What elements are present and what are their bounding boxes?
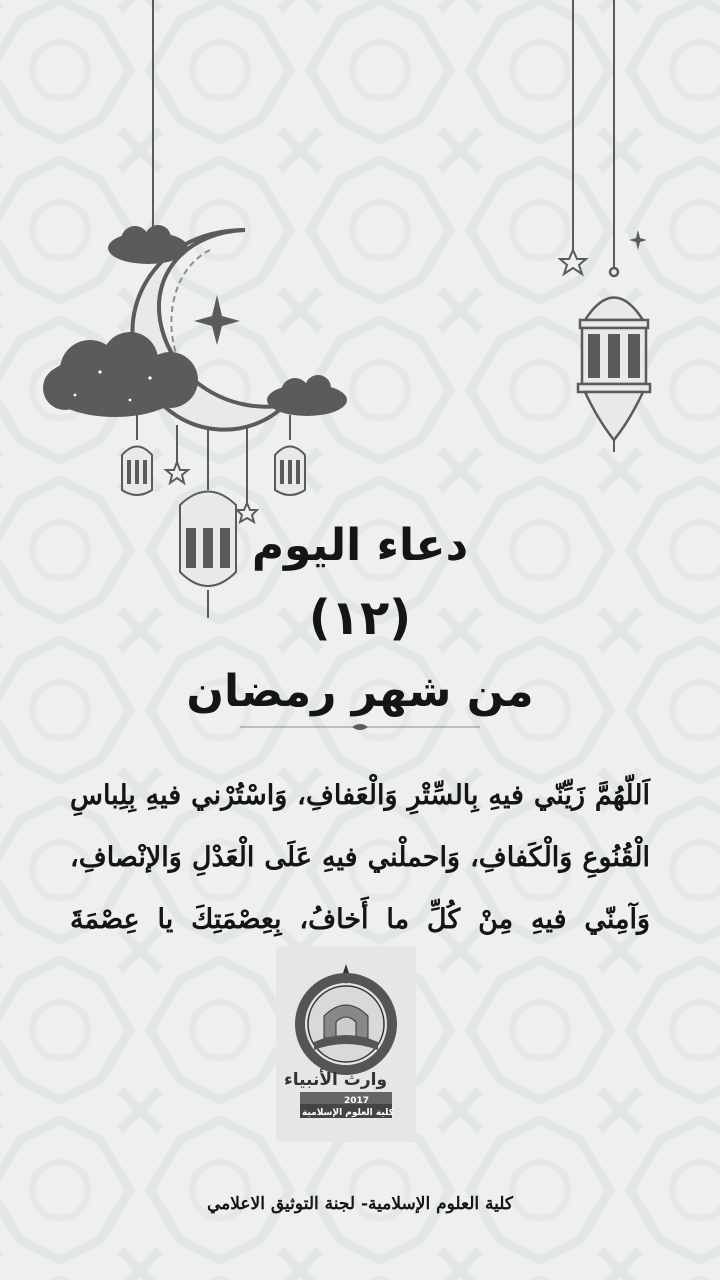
- title-day-number: (١٢): [308, 590, 412, 646]
- footer-credit: كلية العلوم الإسلامية- لجنة التوثيق الاعلامي: [206, 1194, 514, 1214]
- sparkle-icon: [194, 295, 240, 345]
- ornamental-divider: [240, 722, 480, 732]
- title-ramadan: من شهر رمضان: [186, 666, 534, 717]
- logo-arabic-name: وارث الأنبياء: [284, 1070, 388, 1090]
- logo-year: 2017: [344, 1096, 370, 1106]
- sparkle-icon: [629, 230, 647, 250]
- logo-college: كلية العلوم الإسلامية: [302, 1108, 394, 1118]
- title-day-prayer: دعاء اليوم: [251, 520, 469, 571]
- star-icon: [166, 250, 586, 522]
- dua-text: اَللّهُمَّ زَيِّنّي فيهِ بِالسِّتْرِ وَالْعَفافِ، وَاسْتُرْني فيهِ بِلِباسِ الْقُنُوعِ وَالْكَفافِ، وَاحملْني فيهِ عَلَى الْعَدْلِ وَالإنْصافِ، وَآمِنّي فيهِ مِنْ كُلِّ ما أَخافُ، بِعِصْمَتِكَ يا عِصْمَةَ: [70, 780, 650, 935]
- university-logo: [276, 946, 416, 1142]
